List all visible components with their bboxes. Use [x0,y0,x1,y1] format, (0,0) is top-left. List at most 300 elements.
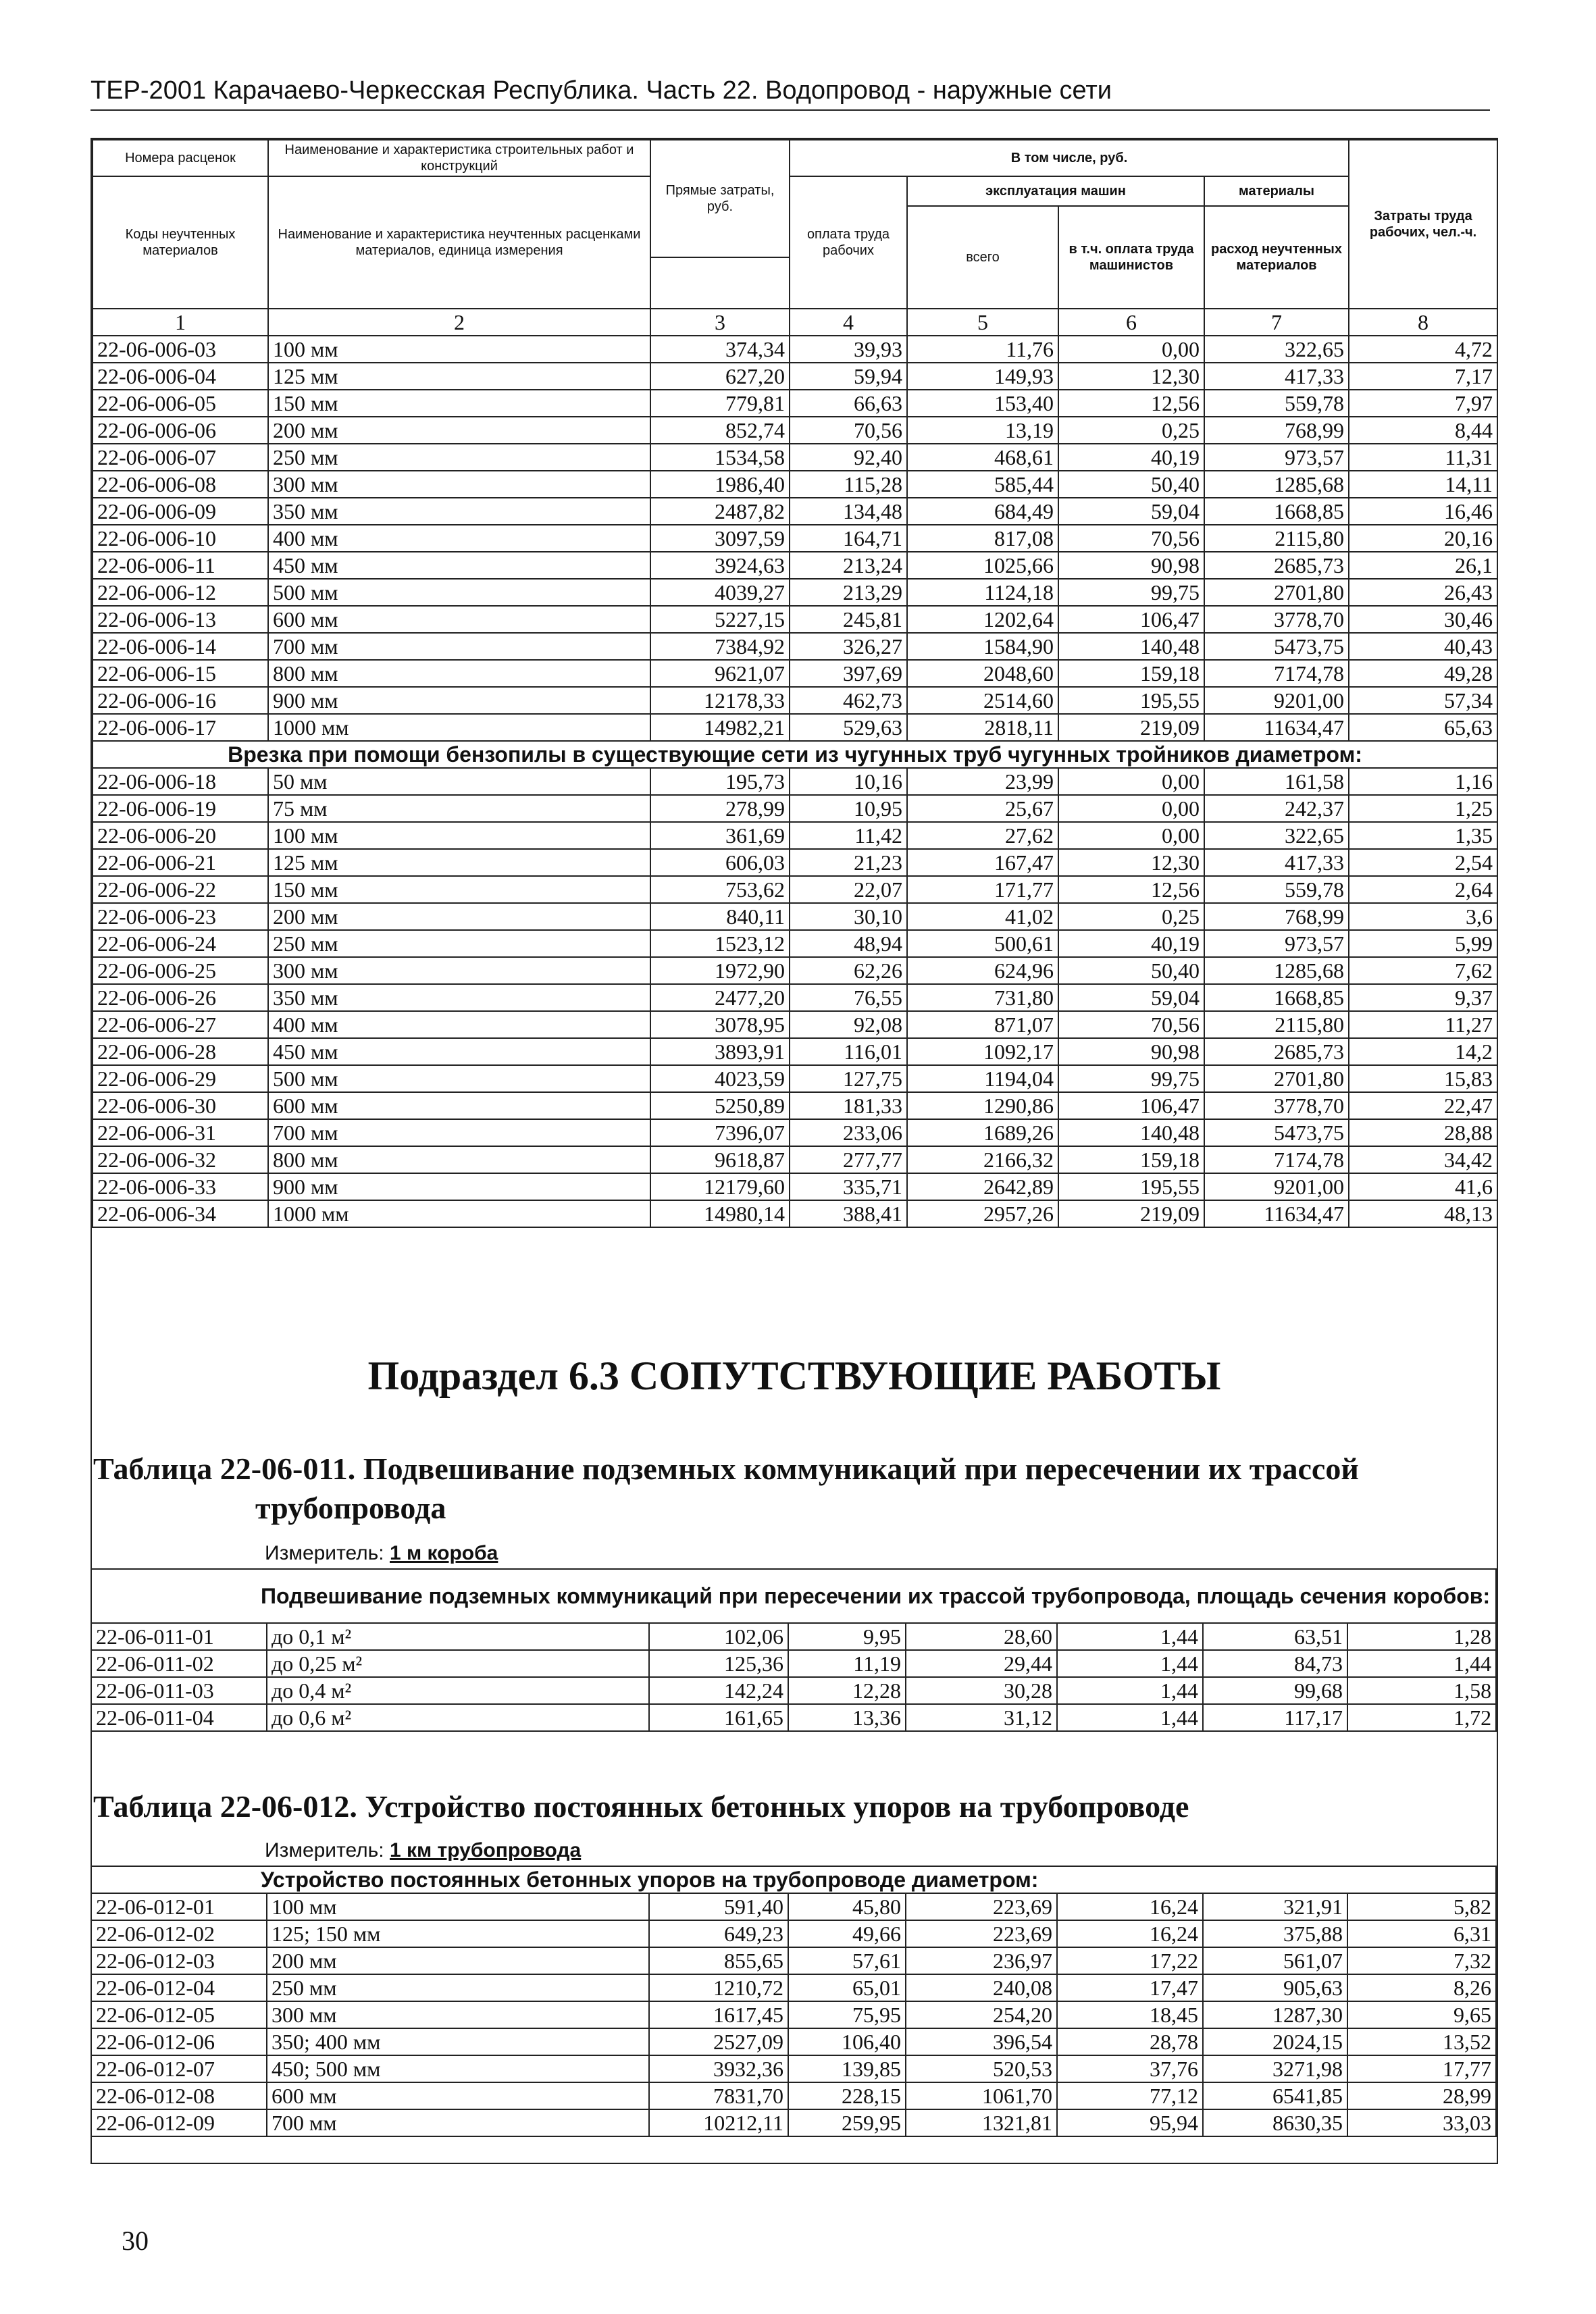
rate-code: 22-06-006-31 [93,1119,268,1146]
rate-value: 585,44 [907,471,1058,498]
table-row [91,1704,1496,1731]
table-row [91,1893,1496,1920]
rate-code: 22-06-012-03 [91,1947,267,1974]
rate-name: 250 мм [267,1974,649,2001]
rate-value: 1,44 [1057,1623,1203,1650]
rate-value: 4039,27 [650,579,790,606]
rate-value: 9201,00 [1204,687,1349,714]
table-row [91,1920,1496,1947]
rate-value: 13,36 [788,1704,906,1731]
rate-value: 417,33 [1204,363,1349,390]
rate-value: 3932,36 [649,2055,788,2082]
rate-value: 559,78 [1204,390,1349,417]
rate-value: 49,66 [788,1920,906,1947]
rate-value: 12,30 [1058,849,1204,876]
table-011-subtitle: Подвешивание подземных коммуникаций при пересечении их трассой трубопровода, площадь сечения коробов: [91,1569,1496,1623]
table-row [93,957,1497,984]
rate-value: 7174,78 [1204,660,1349,687]
rate-value: 95,94 [1057,2109,1203,2136]
rate-value: 28,99 [1347,2082,1496,2109]
rate-name: до 0,6 м² [267,1704,649,1731]
rate-value: 871,07 [907,1011,1058,1038]
rate-value: 1,58 [1347,1677,1496,1704]
rate-value: 2048,60 [907,660,1058,687]
rate-name: 300 мм [268,471,650,498]
rate-value: 233,06 [790,1119,907,1146]
rate-code: 22-06-006-07 [93,444,268,471]
rate-code: 22-06-006-29 [93,1065,268,1092]
rate-value: 361,69 [650,822,790,849]
table-row [93,1038,1497,1065]
rate-value: 500,61 [907,930,1058,957]
rate-name: 600 мм [267,2082,649,2109]
rate-value: 77,12 [1057,2082,1203,2109]
rate-code: 22-06-011-03 [91,1677,267,1704]
rate-value: 10,95 [790,795,907,822]
rate-value: 1972,90 [650,957,790,984]
rate-value: 520,53 [906,2055,1057,2082]
rate-code: 22-06-006-24 [93,930,268,957]
rate-value: 10,16 [790,768,907,795]
rate-value: 70,56 [1058,525,1204,552]
rate-value: 10212,11 [649,2109,788,2136]
rate-value: 213,24 [790,552,907,579]
rate-value: 59,04 [1058,498,1204,525]
rate-name: 200 мм [267,1947,649,1974]
col-incl: В том числе, руб. [790,140,1349,176]
rate-code: 22-06-006-33 [93,1173,268,1200]
rate-code: 22-06-012-05 [91,2001,267,2028]
rate-value: 240,08 [906,1974,1057,2001]
rate-value: 99,68 [1203,1677,1347,1704]
rate-name: 150 мм [268,390,650,417]
rate-code: 22-06-012-08 [91,2082,267,2109]
table-012-measure: Измеритель: 1 км трубопровода [265,1839,582,1861]
rate-code: 22-06-006-30 [93,1092,268,1119]
rate-name: до 0,1 м² [267,1623,649,1650]
rate-value: 9201,00 [1204,1173,1349,1200]
rate-value: 1,25 [1349,795,1497,822]
rate-value: 149,93 [907,363,1058,390]
rate-value: 167,47 [907,849,1058,876]
rate-value: 0,25 [1058,903,1204,930]
rate-code: 22-06-006-09 [93,498,268,525]
col-labor: оплата труда рабочих [790,176,907,309]
rate-value: 5,82 [1347,1893,1496,1920]
rate-value: 14,11 [1349,471,1497,498]
rate-value: 159,18 [1058,1146,1204,1173]
col-direct-blank [650,257,790,309]
rate-value: 213,29 [790,579,907,606]
rate-value: 50,40 [1058,957,1204,984]
rate-value: 33,03 [1347,2109,1496,2136]
rate-value: 92,40 [790,444,907,471]
table-012 [91,1866,1497,2137]
rate-value: 14982,21 [650,714,790,741]
rate-name: 125; 150 мм [267,1920,649,1947]
rate-value: 1285,68 [1204,957,1349,984]
table-012-wrap [91,1866,1498,2137]
rate-value: 278,99 [650,795,790,822]
rate-value: 7396,07 [650,1119,790,1146]
rate-value: 26,43 [1349,579,1497,606]
rate-value: 561,07 [1203,1947,1347,1974]
rate-value: 12178,33 [650,687,790,714]
rate-code: 22-06-006-04 [93,363,268,390]
rate-value: 49,28 [1349,660,1497,687]
rate-value: 1,16 [1349,768,1497,795]
rate-value: 25,67 [907,795,1058,822]
rate-code: 22-06-006-20 [93,822,268,849]
rate-code: 22-06-006-05 [93,390,268,417]
table-row [91,1974,1496,2001]
rate-value: 28,60 [906,1623,1057,1650]
table-011-title: Таблица 22-06-011. Подвешивание подземных коммуникаций при пересечении их трассой трубопровода [93,1451,1359,1525]
rate-value: 115,28 [790,471,907,498]
table-row [93,633,1497,660]
table-row [93,660,1497,687]
page-header: ТЕР-2001 Карачаево-Черкесская Республика. Часть 22. Водопровод - наружные сети [91,73,1490,111]
rate-value: 11,31 [1349,444,1497,471]
rate-value: 228,15 [788,2082,906,2109]
col-materials: материалы [1204,176,1349,206]
rate-value: 11,27 [1349,1011,1497,1038]
rate-value: 11,76 [907,336,1058,363]
rate-value: 15,83 [1349,1065,1497,1092]
rate-name: 250 мм [268,444,650,471]
rate-name: 900 мм [268,687,650,714]
rate-value: 7,62 [1349,957,1497,984]
table-row [93,1173,1497,1200]
rate-value: 84,73 [1203,1650,1347,1677]
rate-value: 22,47 [1349,1092,1497,1119]
rate-name: 100 мм [268,822,650,849]
rate-value: 1210,72 [649,1974,788,2001]
rate-value: 0,00 [1058,336,1204,363]
rate-value: 28,88 [1349,1119,1497,1146]
rate-value: 3097,59 [650,525,790,552]
table-row [93,822,1497,849]
rate-value: 0,00 [1058,822,1204,849]
rate-value: 40,19 [1058,444,1204,471]
rate-code: 22-06-006-25 [93,957,268,984]
rate-value: 5473,75 [1204,1119,1349,1146]
rate-value: 57,34 [1349,687,1497,714]
rate-value: 1668,85 [1204,498,1349,525]
rate-name: 350 мм [268,984,650,1011]
rate-value: 322,65 [1204,336,1349,363]
table-row [93,903,1497,930]
rate-value: 50,40 [1058,471,1204,498]
rate-code: 22-06-006-27 [93,1011,268,1038]
table-row [91,2001,1496,2028]
rate-value: 12,56 [1058,390,1204,417]
rate-value: 22,07 [790,876,907,903]
rate-value: 8,26 [1347,1974,1496,2001]
rate-value: 1689,26 [907,1119,1058,1146]
rate-code: 22-06-006-22 [93,876,268,903]
col-machines: эксплуатация машин [907,176,1204,206]
rate-value: 9618,87 [650,1146,790,1173]
table-row [93,552,1497,579]
rate-value: 7,32 [1347,1947,1496,1974]
rate-value: 768,99 [1204,417,1349,444]
rate-value: 16,24 [1057,1893,1203,1920]
rate-name: 150 мм [268,876,650,903]
rate-name: 350; 400 мм [267,2028,649,2055]
table-row [93,984,1497,1011]
rate-value: 134,48 [790,498,907,525]
rate-value: 335,71 [790,1173,907,1200]
rate-value: 905,63 [1203,1974,1347,2001]
rate-value: 3,6 [1349,903,1497,930]
rate-value: 840,11 [650,903,790,930]
rate-value: 106,40 [788,2028,906,2055]
rate-code: 22-06-006-26 [93,984,268,1011]
table-row [93,606,1497,633]
rate-value: 3078,95 [650,1011,790,1038]
table-row [93,471,1497,498]
table-row [93,579,1497,606]
rate-code: 22-06-012-07 [91,2055,267,2082]
rate-value: 219,09 [1058,714,1204,741]
table-012-subtitle: Устройство постоянных бетонных упоров на трубопроводе диаметром: [91,1866,1496,1893]
rate-value: 0,00 [1058,795,1204,822]
table-row [93,1092,1497,1119]
table-012-title: Таблица 22-06-012. Устройство постоянных бетонных упоров на трубопроводе [93,1789,1189,1824]
rate-value: 1668,85 [1204,984,1349,1011]
section-title: Подраздел 6.3 СОПУТСТВУЮЩИЕ РАБОТЫ [367,1354,1221,1398]
rate-value: 7174,78 [1204,1146,1349,1173]
rate-value: 23,99 [907,768,1058,795]
rate-name: 600 мм [268,1092,650,1119]
table2-body [93,768,1497,1227]
rate-value: 17,22 [1057,1947,1203,1974]
rate-value: 462,73 [790,687,907,714]
rate-value: 1124,18 [907,579,1058,606]
rate-name: 500 мм [268,1065,650,1092]
rate-value: 3893,91 [650,1038,790,1065]
rate-value: 2115,80 [1204,1011,1349,1038]
rate-value: 16,46 [1349,498,1497,525]
rate-code: 22-06-012-06 [91,2028,267,2055]
rate-value: 70,56 [1058,1011,1204,1038]
rate-code: 22-06-006-14 [93,633,268,660]
rate-value: 99,75 [1058,1065,1204,1092]
rate-name: 100 мм [268,336,650,363]
rate-value: 40,19 [1058,930,1204,957]
rate-value: 1025,66 [907,552,1058,579]
rate-value: 102,06 [649,1623,788,1650]
rate-value: 4023,59 [650,1065,790,1092]
rate-value: 3778,70 [1204,606,1349,633]
col-name: Наименование и характеристика строительных работ и конструкций [268,140,650,176]
rate-code: 22-06-006-15 [93,660,268,687]
rate-value: 236,97 [906,1947,1057,1974]
rate-value: 2701,80 [1204,579,1349,606]
rate-value: 2477,20 [650,984,790,1011]
rate-value: 11,42 [790,822,907,849]
rate-code: 22-06-006-23 [93,903,268,930]
rate-value: 3924,63 [650,552,790,579]
rate-value: 1,44 [1057,1650,1203,1677]
rate-value: 1285,68 [1204,471,1349,498]
rate-value: 753,62 [650,876,790,903]
rate-value: 1,72 [1347,1704,1496,1731]
rate-value: 12,30 [1058,363,1204,390]
rate-value: 17,47 [1057,1974,1203,2001]
rate-name: 125 мм [268,363,650,390]
rate-code: 22-06-006-21 [93,849,268,876]
rate-value: 9,65 [1347,2001,1496,2028]
rate-value: 66,63 [790,390,907,417]
rate-value: 731,80 [907,984,1058,1011]
rate-value: 9621,07 [650,660,790,687]
rate-value: 48,94 [790,930,907,957]
rate-value: 2,54 [1349,849,1497,876]
rate-value: 11634,47 [1204,714,1349,741]
rate-name: 450 мм [268,552,650,579]
rate-value: 779,81 [650,390,790,417]
rate-value: 245,81 [790,606,907,633]
rate-value: 159,18 [1058,660,1204,687]
rate-code: 22-06-011-02 [91,1650,267,1677]
rate-value: 2527,09 [649,2028,788,2055]
rate-value: 161,65 [649,1704,788,1731]
table-row [91,2055,1496,2082]
rate-value: 63,51 [1203,1623,1347,1650]
rate-name: 1000 мм [268,1200,650,1227]
rate-value: 16,24 [1057,1920,1203,1947]
rate-value: 2,64 [1349,876,1497,903]
rate-value: 7831,70 [649,2082,788,2109]
rate-name: 450; 500 мм [267,2055,649,2082]
rate-name: 900 мм [268,1173,650,1200]
rate-code: 22-06-006-12 [93,579,268,606]
rate-name: 350 мм [268,498,650,525]
rate-value: 2701,80 [1204,1065,1349,1092]
col-numbers: Номера расценок [93,140,268,176]
col-direct: Прямые затраты, руб. [650,140,790,257]
rate-value: 171,77 [907,876,1058,903]
column-numbers-row: 1 2 3 4 5 6 7 8 [93,309,1497,336]
rate-value: 59,94 [790,363,907,390]
table-row [93,687,1497,714]
rate-value: 684,49 [907,498,1058,525]
rate-value: 1,28 [1347,1623,1496,1650]
rate-value: 21,23 [790,849,907,876]
rate-value: 30,28 [906,1677,1057,1704]
rate-value: 223,69 [906,1920,1057,1947]
table-row [93,1146,1497,1173]
rate-value: 3271,98 [1203,2055,1347,2082]
rate-value: 7384,92 [650,633,790,660]
rate-value: 852,74 [650,417,790,444]
rate-code: 22-06-006-08 [93,471,268,498]
rate-value: 28,78 [1057,2028,1203,2055]
rate-name: 400 мм [268,525,650,552]
table-row [93,363,1497,390]
rate-value: 624,96 [907,957,1058,984]
table-012-body [91,1893,1496,2136]
rate-value: 591,40 [649,1893,788,1920]
rate-value: 142,24 [649,1677,788,1704]
rate-code: 22-06-006-17 [93,714,268,741]
rate-code: 22-06-011-04 [91,1704,267,1731]
col-incl-mach: в т.ч. оплата труда машинистов [1058,206,1204,309]
rate-code: 22-06-011-01 [91,1623,267,1650]
rate-value: 1534,58 [650,444,790,471]
table-row [93,930,1497,957]
rate-name: 700 мм [268,1119,650,1146]
rate-value: 11,19 [788,1650,906,1677]
table-row [91,1947,1496,1974]
table-row [91,2109,1496,2136]
rate-value: 117,17 [1203,1704,1347,1731]
rate-value: 326,27 [790,633,907,660]
rate-value: 17,77 [1347,2055,1496,2082]
rate-value: 99,75 [1058,579,1204,606]
rate-value: 41,6 [1349,1173,1497,1200]
rate-code: 22-06-012-09 [91,2109,267,2136]
rate-value: 1,44 [1057,1704,1203,1731]
table-row [93,876,1497,903]
rate-name: до 0,25 м² [267,1650,649,1677]
rate-value: 254,20 [906,2001,1057,2028]
rate-value: 20,16 [1349,525,1497,552]
col-mat-use: расход неучтенных материалов [1204,206,1349,309]
table-row [93,768,1497,795]
table-row [93,1119,1497,1146]
rate-name: 50 мм [268,768,650,795]
rate-value: 1523,12 [650,930,790,957]
rate-value: 164,71 [790,525,907,552]
rate-value: 2487,82 [650,498,790,525]
rate-value: 529,63 [790,714,907,741]
rate-value: 40,43 [1349,633,1497,660]
rate-value: 31,12 [906,1704,1057,1731]
rate-value: 9,37 [1349,984,1497,1011]
rate-value: 277,77 [790,1146,907,1173]
rate-value: 195,55 [1058,1173,1204,1200]
rate-value: 1287,30 [1203,2001,1347,2028]
rate-value: 18,45 [1057,2001,1203,2028]
rate-value: 2957,26 [907,1200,1058,1227]
rate-value: 5227,15 [650,606,790,633]
rate-value: 223,69 [906,1893,1057,1920]
rate-value: 321,91 [1203,1893,1347,1920]
table-row [93,498,1497,525]
rate-value: 3778,70 [1204,1092,1349,1119]
rate-value: 75,95 [788,2001,906,2028]
rate-value: 7,17 [1349,363,1497,390]
rate-value: 106,47 [1058,1092,1204,1119]
rate-code: 22-06-006-10 [93,525,268,552]
rate-value: 259,95 [788,2109,906,2136]
rate-name: 250 мм [268,930,650,957]
rate-value: 1,35 [1349,822,1497,849]
rate-name: 700 мм [267,2109,649,2136]
rate-code: 22-06-006-16 [93,687,268,714]
rate-code: 22-06-006-03 [93,336,268,363]
rate-code: 22-06-006-18 [93,768,268,795]
rate-value: 5,99 [1349,930,1497,957]
rate-value: 2685,73 [1204,1038,1349,1065]
rate-name: 1000 мм [268,714,650,741]
rate-value: 29,44 [906,1650,1057,1677]
rate-value: 396,54 [906,2028,1057,2055]
rate-value: 65,63 [1349,714,1497,741]
